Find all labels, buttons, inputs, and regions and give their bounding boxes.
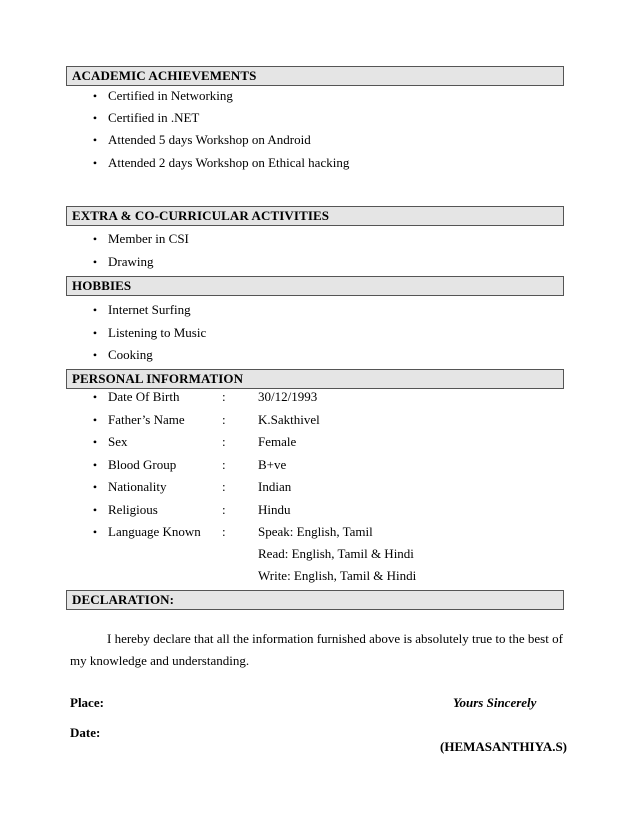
bullet-icon: • bbox=[92, 480, 98, 494]
section-heading-extra: EXTRA & CO-CURRICULAR ACTIVITIES bbox=[66, 206, 564, 226]
place-label: Place: bbox=[70, 695, 104, 710]
bullet-icon: • bbox=[92, 326, 98, 340]
signature-name: (HEMASANTHIYA.S) bbox=[440, 739, 568, 754]
bullet-icon: • bbox=[92, 458, 98, 472]
bullet-icon: • bbox=[92, 348, 98, 362]
declaration-line-2: my knowledge and understanding. bbox=[70, 653, 250, 668]
bullet-icon: • bbox=[92, 111, 98, 125]
declaration-line-1: I hereby declare that all the information furnished above is absolutely true to the best of bbox=[107, 631, 563, 646]
language-write: Write: English, Tamil & Hindi bbox=[258, 568, 417, 583]
bullet-icon: • bbox=[92, 156, 98, 170]
bullet-icon: • bbox=[92, 390, 98, 404]
section-heading-hobbies: HOBBIES bbox=[66, 276, 564, 296]
bullet-icon: • bbox=[92, 303, 98, 317]
bullet-icon: • bbox=[92, 255, 98, 269]
date-label: Date: bbox=[70, 725, 101, 740]
bullet-icon: • bbox=[92, 133, 98, 147]
section-heading-declaration: DECLARATION: bbox=[66, 590, 564, 610]
section-heading-personal: PERSONAL INFORMATION bbox=[66, 369, 564, 389]
bullet-icon: • bbox=[92, 525, 98, 539]
bullet-icon: • bbox=[92, 89, 98, 103]
closing-text: Yours Sincerely bbox=[453, 695, 537, 710]
section-heading-academic: ACADEMIC ACHIEVEMENTS bbox=[66, 66, 564, 86]
bullet-icon: • bbox=[92, 435, 98, 449]
language-read: Read: English, Tamil & Hindi bbox=[258, 546, 414, 561]
bullet-icon: • bbox=[92, 503, 98, 517]
bullet-icon: • bbox=[92, 232, 98, 246]
bullet-icon: • bbox=[92, 413, 98, 427]
